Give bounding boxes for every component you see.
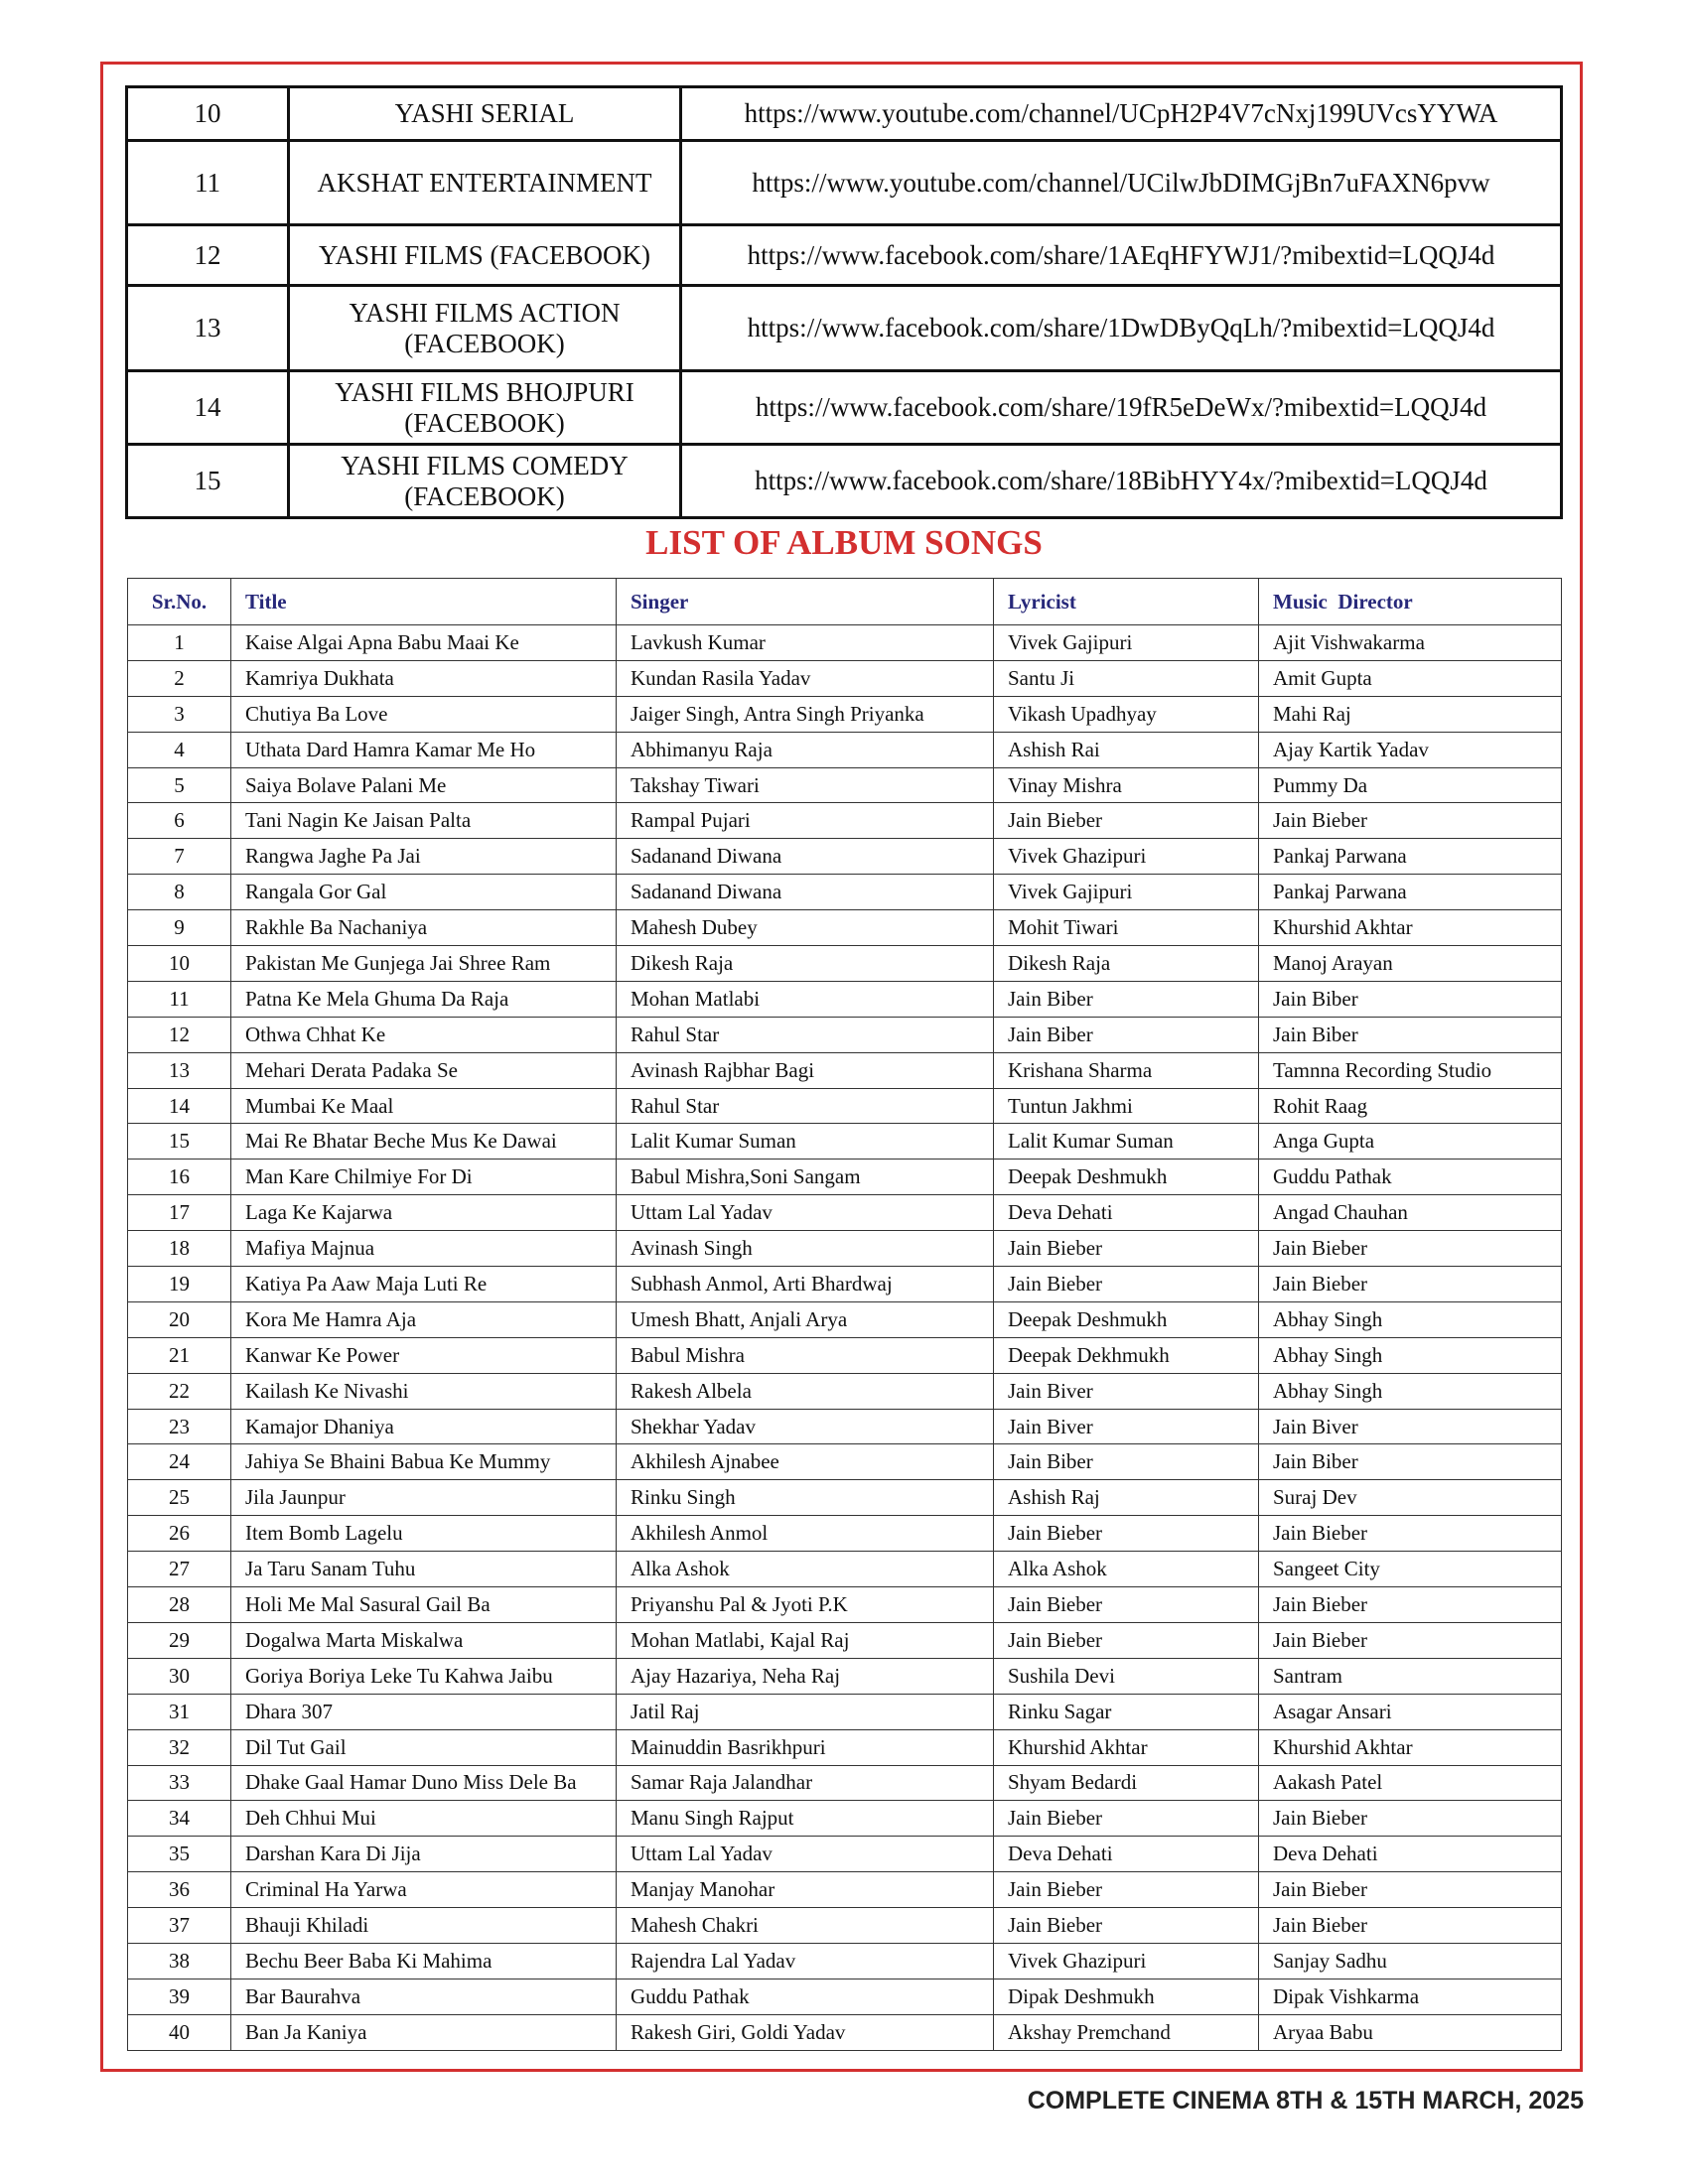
header-sr-no: Sr.No. [128, 579, 231, 625]
song-music-director: Jain Biber [1259, 1444, 1562, 1480]
song-title: Bechu Beer Baba Ki Mahima [231, 1943, 617, 1979]
song-music-director: Ajit Vishwakarma [1259, 625, 1562, 661]
section-title: LIST OF ALBUM SONGS [645, 523, 1043, 562]
channel-name: YASHI SERIAL [289, 87, 681, 141]
song-singer: Mahesh Dubey [617, 910, 994, 946]
song-sr-no: 37 [128, 1908, 231, 1944]
song-lyricist: Jain Bieber [994, 1587, 1259, 1623]
channel-number: 11 [127, 141, 289, 225]
channel-url[interactable]: https://www.youtube.com/channel/UCilwJbDIMGjBn7uFAXN6pvw [681, 141, 1562, 225]
song-music-director: Jain Bieber [1259, 1231, 1562, 1267]
song-sr-no: 17 [128, 1195, 231, 1231]
song-music-director: Abhay Singh [1259, 1337, 1562, 1373]
song-singer: Mahesh Chakri [617, 1908, 994, 1944]
song-title: Rangwa Jaghe Pa Jai [231, 839, 617, 875]
song-music-director: Anga Gupta [1259, 1124, 1562, 1160]
table-row [128, 1801, 1562, 1837]
song-singer: Dikesh Raja [617, 946, 994, 982]
song-title: Goriya Boriya Leke Tu Kahwa Jaibu [231, 1658, 617, 1694]
song-lyricist: Dikesh Raja [994, 946, 1259, 982]
song-singer: Rahul Star [617, 1017, 994, 1052]
song-sr-no: 31 [128, 1694, 231, 1729]
song-lyricist: Vikash Upadhyay [994, 696, 1259, 732]
song-sr-no: 38 [128, 1943, 231, 1979]
table-row [128, 839, 1562, 875]
song-title: Kailash Ke Nivashi [231, 1373, 617, 1409]
table-row [128, 1267, 1562, 1302]
table-row [128, 1195, 1562, 1231]
song-music-director: Aryaa Babu [1259, 2014, 1562, 2050]
song-sr-no: 34 [128, 1801, 231, 1837]
song-sr-no: 35 [128, 1837, 231, 1872]
song-lyricist: Jain Bieber [994, 1801, 1259, 1837]
song-title: Criminal Ha Yarwa [231, 1872, 617, 1908]
table-row [128, 1052, 1562, 1088]
table-row [128, 1516, 1562, 1552]
song-lyricist: Akshay Premchand [994, 2014, 1259, 2050]
song-music-director: Santram [1259, 1658, 1562, 1694]
album-songs-table [127, 578, 1562, 2051]
channel-number: 13 [127, 286, 289, 371]
table-row [128, 1409, 1562, 1444]
song-title: Pakistan Me Gunjega Jai Shree Ram [231, 946, 617, 982]
channel-url[interactable]: https://www.facebook.com/share/18BibHYY4x/?mibextid=LQQJ4d [681, 445, 1562, 518]
table-row [128, 2014, 1562, 2050]
song-music-director: Pankaj Parwana [1259, 839, 1562, 875]
song-lyricist: Deepak Deshmukh [994, 1160, 1259, 1195]
song-lyricist: Mohit Tiwari [994, 910, 1259, 946]
song-lyricist: Deepak Deshmukh [994, 1301, 1259, 1337]
table-row [128, 1231, 1562, 1267]
song-title: Bhauji Khiladi [231, 1908, 617, 1944]
song-title: Dhara 307 [231, 1694, 617, 1729]
table-row [128, 1908, 1562, 1944]
song-lyricist: Jain Biver [994, 1373, 1259, 1409]
channel-links-table [125, 85, 1563, 519]
header-title: Title [231, 579, 617, 625]
song-title: Chutiya Ba Love [231, 696, 617, 732]
song-lyricist: Vivek Ghazipuri [994, 839, 1259, 875]
song-lyricist: Jain Bieber [994, 803, 1259, 839]
song-singer: Mainuddin Basrikhpuri [617, 1729, 994, 1765]
song-title: Man Kare Chilmiye For Di [231, 1160, 617, 1195]
song-sr-no: 32 [128, 1729, 231, 1765]
song-music-director: Manoj Arayan [1259, 946, 1562, 982]
song-music-director: Sangeet City [1259, 1552, 1562, 1587]
song-singer: Rahul Star [617, 1088, 994, 1124]
song-sr-no: 9 [128, 910, 231, 946]
table-row [127, 141, 1562, 225]
song-sr-no: 19 [128, 1267, 231, 1302]
song-title: Katiya Pa Aaw Maja Luti Re [231, 1267, 617, 1302]
table-row [128, 1765, 1562, 1801]
song-singer: Shekhar Yadav [617, 1409, 994, 1444]
song-lyricist: Jain Bieber [994, 1908, 1259, 1944]
table-row [127, 87, 1562, 141]
song-lyricist: Jain Bieber [994, 1622, 1259, 1658]
song-music-director: Abhay Singh [1259, 1373, 1562, 1409]
song-music-director: Amit Gupta [1259, 660, 1562, 696]
song-title: Ban Ja Kaniya [231, 2014, 617, 2050]
song-lyricist: Jain Bieber [994, 1516, 1259, 1552]
song-singer: Lavkush Kumar [617, 625, 994, 661]
table-row [128, 625, 1562, 661]
song-music-director: Asagar Ansari [1259, 1694, 1562, 1729]
channel-name: YASHI FILMS COMEDY (FACEBOOK) [289, 445, 681, 518]
table-row [128, 1124, 1562, 1160]
song-title: Mafiya Majnua [231, 1231, 617, 1267]
song-music-director: Jain Bieber [1259, 1622, 1562, 1658]
song-music-director: Dipak Vishkarma [1259, 1979, 1562, 2014]
header-singer: Singer [617, 579, 994, 625]
song-singer: Rajendra Lal Yadav [617, 1943, 994, 1979]
song-music-director: Khurshid Akhtar [1259, 910, 1562, 946]
song-singer: Lalit Kumar Suman [617, 1124, 994, 1160]
song-music-director: Pankaj Parwana [1259, 875, 1562, 910]
song-singer: Samar Raja Jalandhar [617, 1765, 994, 1801]
song-lyricist: Jain Bieber [994, 1872, 1259, 1908]
song-title: Jahiya Se Bhaini Babua Ke Mummy [231, 1444, 617, 1480]
song-music-director: Aakash Patel [1259, 1765, 1562, 1801]
song-music-director: Jain Biver [1259, 1409, 1562, 1444]
channel-number: 10 [127, 87, 289, 141]
song-singer: Alka Ashok [617, 1552, 994, 1587]
song-lyricist: Jain Bieber [994, 1267, 1259, 1302]
song-singer: Kundan Rasila Yadav [617, 660, 994, 696]
table-row [128, 1337, 1562, 1373]
song-singer: Rakesh Giri, Goldi Yadav [617, 2014, 994, 2050]
song-singer: Rampal Pujari [617, 803, 994, 839]
table-row [127, 445, 1562, 518]
song-singer: Umesh Bhatt, Anjali Arya [617, 1301, 994, 1337]
song-lyricist: Alka Ashok [994, 1552, 1259, 1587]
song-title: Uthata Dard Hamra Kamar Me Ho [231, 732, 617, 767]
song-title: Mehari Derata Padaka Se [231, 1052, 617, 1088]
table-row [128, 1622, 1562, 1658]
song-sr-no: 5 [128, 767, 231, 803]
song-singer: Subhash Anmol, Arti Bhardwaj [617, 1267, 994, 1302]
song-sr-no: 28 [128, 1587, 231, 1623]
song-title: Rakhle Ba Nachaniya [231, 910, 617, 946]
song-lyricist: Khurshid Akhtar [994, 1729, 1259, 1765]
song-sr-no: 30 [128, 1658, 231, 1694]
song-sr-no: 36 [128, 1872, 231, 1908]
song-sr-no: 14 [128, 1088, 231, 1124]
channel-url[interactable]: https://www.facebook.com/share/19fR5eDeWx/?mibextid=LQQJ4d [681, 371, 1562, 445]
song-lyricist: Deepak Dekhmukh [994, 1337, 1259, 1373]
song-singer: Babul Mishra,Soni Sangam [617, 1160, 994, 1195]
table-row [128, 1088, 1562, 1124]
table-row [128, 1837, 1562, 1872]
table-row [128, 910, 1562, 946]
table-row [128, 767, 1562, 803]
table-row [128, 1979, 1562, 2014]
song-music-director: Suraj Dev [1259, 1480, 1562, 1516]
table-row [128, 1373, 1562, 1409]
song-sr-no: 10 [128, 946, 231, 982]
table-row [128, 660, 1562, 696]
song-music-director: Jain Bieber [1259, 1801, 1562, 1837]
table-row [128, 946, 1562, 982]
song-sr-no: 18 [128, 1231, 231, 1267]
song-sr-no: 23 [128, 1409, 231, 1444]
song-title: Kamriya Dukhata [231, 660, 617, 696]
song-sr-no: 13 [128, 1052, 231, 1088]
song-music-director: Rohit Raag [1259, 1088, 1562, 1124]
table-row [128, 1444, 1562, 1480]
song-title: Patna Ke Mela Ghuma Da Raja [231, 981, 617, 1017]
song-lyricist: Dipak Deshmukh [994, 1979, 1259, 2014]
song-lyricist: Shyam Bedardi [994, 1765, 1259, 1801]
song-music-director: Jain Biber [1259, 1017, 1562, 1052]
song-singer: Mohan Matlabi [617, 981, 994, 1017]
song-lyricist: Vivek Gajipuri [994, 625, 1259, 661]
song-sr-no: 20 [128, 1301, 231, 1337]
song-singer: Jaiger Singh, Antra Singh Priyanka [617, 696, 994, 732]
song-lyricist: Tuntun Jakhmi [994, 1088, 1259, 1124]
song-music-director: Jain Bieber [1259, 1267, 1562, 1302]
song-music-director: Guddu Pathak [1259, 1160, 1562, 1195]
song-singer: Guddu Pathak [617, 1979, 994, 2014]
song-sr-no: 15 [128, 1124, 231, 1160]
song-title: Kaise Algai Apna Babu Maai Ke [231, 625, 617, 661]
channel-name: AKSHAT ENTERTAINMENT [289, 141, 681, 225]
song-sr-no: 29 [128, 1622, 231, 1658]
song-title: Mumbai Ke Maal [231, 1088, 617, 1124]
song-singer: Manjay Manohar [617, 1872, 994, 1908]
song-lyricist: Ashish Rai [994, 732, 1259, 767]
song-music-director: Ajay Kartik Yadav [1259, 732, 1562, 767]
song-music-director: Deva Dehati [1259, 1837, 1562, 1872]
song-singer: Rakesh Albela [617, 1373, 994, 1409]
table-row [128, 1694, 1562, 1729]
song-sr-no: 3 [128, 696, 231, 732]
song-music-director: Pummy Da [1259, 767, 1562, 803]
table-row [128, 1301, 1562, 1337]
song-title: Kora Me Hamra Aja [231, 1301, 617, 1337]
table-row [128, 1729, 1562, 1765]
song-title: Darshan Kara Di Jija [231, 1837, 617, 1872]
song-lyricist: Jain Biver [994, 1409, 1259, 1444]
song-music-director: Jain Bieber [1259, 1516, 1562, 1552]
song-singer: Abhimanyu Raja [617, 732, 994, 767]
channel-url[interactable]: https://www.facebook.com/share/1DwDByQqLh/?mibextid=LQQJ4d [681, 286, 1562, 371]
song-singer: Rinku Singh [617, 1480, 994, 1516]
song-lyricist: Deva Dehati [994, 1837, 1259, 1872]
song-singer: Avinash Rajbhar Bagi [617, 1052, 994, 1088]
channel-url[interactable]: https://www.youtube.com/channel/UCpH2P4V7cNxj199UVcsYYWA [681, 87, 1562, 141]
song-title: Othwa Chhat Ke [231, 1017, 617, 1052]
channel-name: YASHI FILMS ACTION (FACEBOOK) [289, 286, 681, 371]
table-header-row [128, 579, 1562, 625]
song-sr-no: 21 [128, 1337, 231, 1373]
channel-name: YASHI FILMS (FACEBOOK) [289, 225, 681, 286]
song-sr-no: 4 [128, 732, 231, 767]
table-row [127, 286, 1562, 371]
song-title: Deh Chhui Mui [231, 1801, 617, 1837]
table-row [128, 1943, 1562, 1979]
song-lyricist: Lalit Kumar Suman [994, 1124, 1259, 1160]
song-singer: Akhilesh Ajnabee [617, 1444, 994, 1480]
song-lyricist: Sushila Devi [994, 1658, 1259, 1694]
channel-number: 14 [127, 371, 289, 445]
song-singer: Jatil Raj [617, 1694, 994, 1729]
song-sr-no: 2 [128, 660, 231, 696]
song-music-director: Tamnna Recording Studio [1259, 1052, 1562, 1088]
song-title: Holi Me Mal Sasural Gail Ba [231, 1587, 617, 1623]
song-title: Dogalwa Marta Miskalwa [231, 1622, 617, 1658]
song-title: Item Bomb Lagelu [231, 1516, 617, 1552]
song-title: Kamajor Dhaniya [231, 1409, 617, 1444]
song-sr-no: 6 [128, 803, 231, 839]
song-singer: Ajay Hazariya, Neha Raj [617, 1658, 994, 1694]
song-sr-no: 22 [128, 1373, 231, 1409]
song-sr-no: 27 [128, 1552, 231, 1587]
table-row [128, 1480, 1562, 1516]
song-sr-no: 40 [128, 2014, 231, 2050]
song-title: Bar Baurahva [231, 1979, 617, 2014]
header-music-director: Music Director [1259, 579, 1562, 625]
song-singer: Avinash Singh [617, 1231, 994, 1267]
song-title: Rangala Gor Gal [231, 875, 617, 910]
song-lyricist: Deva Dehati [994, 1195, 1259, 1231]
table-row [128, 1552, 1562, 1587]
song-singer: Mohan Matlabi, Kajal Raj [617, 1622, 994, 1658]
song-sr-no: 7 [128, 839, 231, 875]
song-lyricist: Vivek Gajipuri [994, 875, 1259, 910]
song-music-director: Sanjay Sadhu [1259, 1943, 1562, 1979]
song-sr-no: 11 [128, 981, 231, 1017]
song-title: Jila Jaunpur [231, 1480, 617, 1516]
header-lyricist: Lyricist [994, 579, 1259, 625]
song-music-director: Khurshid Akhtar [1259, 1729, 1562, 1765]
table-row [128, 1017, 1562, 1052]
channel-name: YASHI FILMS BHOJPURI (FACEBOOK) [289, 371, 681, 445]
song-title: Dil Tut Gail [231, 1729, 617, 1765]
song-lyricist: Ashish Raj [994, 1480, 1259, 1516]
song-singer: Sadanand Diwana [617, 875, 994, 910]
song-sr-no: 25 [128, 1480, 231, 1516]
song-music-director: Jain Bieber [1259, 1908, 1562, 1944]
song-sr-no: 33 [128, 1765, 231, 1801]
song-sr-no: 26 [128, 1516, 231, 1552]
song-title: Mai Re Bhatar Beche Mus Ke Dawai [231, 1124, 617, 1160]
table-row [127, 225, 1562, 286]
song-sr-no: 39 [128, 1979, 231, 2014]
table-row [128, 981, 1562, 1017]
song-music-director: Angad Chauhan [1259, 1195, 1562, 1231]
song-singer: Sadanand Diwana [617, 839, 994, 875]
song-music-director: Abhay Singh [1259, 1301, 1562, 1337]
song-sr-no: 24 [128, 1444, 231, 1480]
table-row [128, 1658, 1562, 1694]
song-music-director: Mahi Raj [1259, 696, 1562, 732]
song-title: Dhake Gaal Hamar Duno Miss Dele Ba [231, 1765, 617, 1801]
song-sr-no: 8 [128, 875, 231, 910]
song-lyricist: Krishana Sharma [994, 1052, 1259, 1088]
song-music-director: Jain Biber [1259, 981, 1562, 1017]
song-lyricist: Jain Biber [994, 981, 1259, 1017]
footer-publication: COMPLETE CINEMA 8TH & 15TH MARCH, 2025 [1027, 2087, 1584, 2115]
song-title: Tani Nagin Ke Jaisan Palta [231, 803, 617, 839]
table-row [127, 371, 1562, 445]
song-title: Kanwar Ke Power [231, 1337, 617, 1373]
table-row [128, 875, 1562, 910]
song-singer: Manu Singh Rajput [617, 1801, 994, 1837]
song-sr-no: 1 [128, 625, 231, 661]
song-title: Ja Taru Sanam Tuhu [231, 1552, 617, 1587]
table-row [128, 732, 1562, 767]
song-lyricist: Vinay Mishra [994, 767, 1259, 803]
table-row [128, 696, 1562, 732]
song-lyricist: Santu Ji [994, 660, 1259, 696]
table-row [128, 1587, 1562, 1623]
channel-url[interactable]: https://www.facebook.com/share/1AEqHFYWJ1/?mibextid=LQQJ4d [681, 225, 1562, 286]
table-row [128, 803, 1562, 839]
channel-number: 12 [127, 225, 289, 286]
song-sr-no: 16 [128, 1160, 231, 1195]
song-music-director: Jain Bieber [1259, 1587, 1562, 1623]
song-lyricist: Jain Biber [994, 1017, 1259, 1052]
song-singer: Akhilesh Anmol [617, 1516, 994, 1552]
song-singer: Uttam Lal Yadav [617, 1837, 994, 1872]
song-title: Laga Ke Kajarwa [231, 1195, 617, 1231]
song-sr-no: 12 [128, 1017, 231, 1052]
song-singer: Priyanshu Pal & Jyoti P.K [617, 1587, 994, 1623]
song-lyricist: Jain Bieber [994, 1231, 1259, 1267]
song-lyricist: Jain Biber [994, 1444, 1259, 1480]
song-singer: Babul Mishra [617, 1337, 994, 1373]
song-title: Saiya Bolave Palani Me [231, 767, 617, 803]
song-singer: Uttam Lal Yadav [617, 1195, 994, 1231]
song-lyricist: Rinku Sagar [994, 1694, 1259, 1729]
table-row [128, 1872, 1562, 1908]
songs-table-body [128, 625, 1562, 2051]
song-music-director: Jain Bieber [1259, 1872, 1562, 1908]
table-row [128, 1160, 1562, 1195]
song-singer: Takshay Tiwari [617, 767, 994, 803]
song-lyricist: Vivek Ghazipuri [994, 1943, 1259, 1979]
channel-number: 15 [127, 445, 289, 518]
song-music-director: Jain Bieber [1259, 803, 1562, 839]
